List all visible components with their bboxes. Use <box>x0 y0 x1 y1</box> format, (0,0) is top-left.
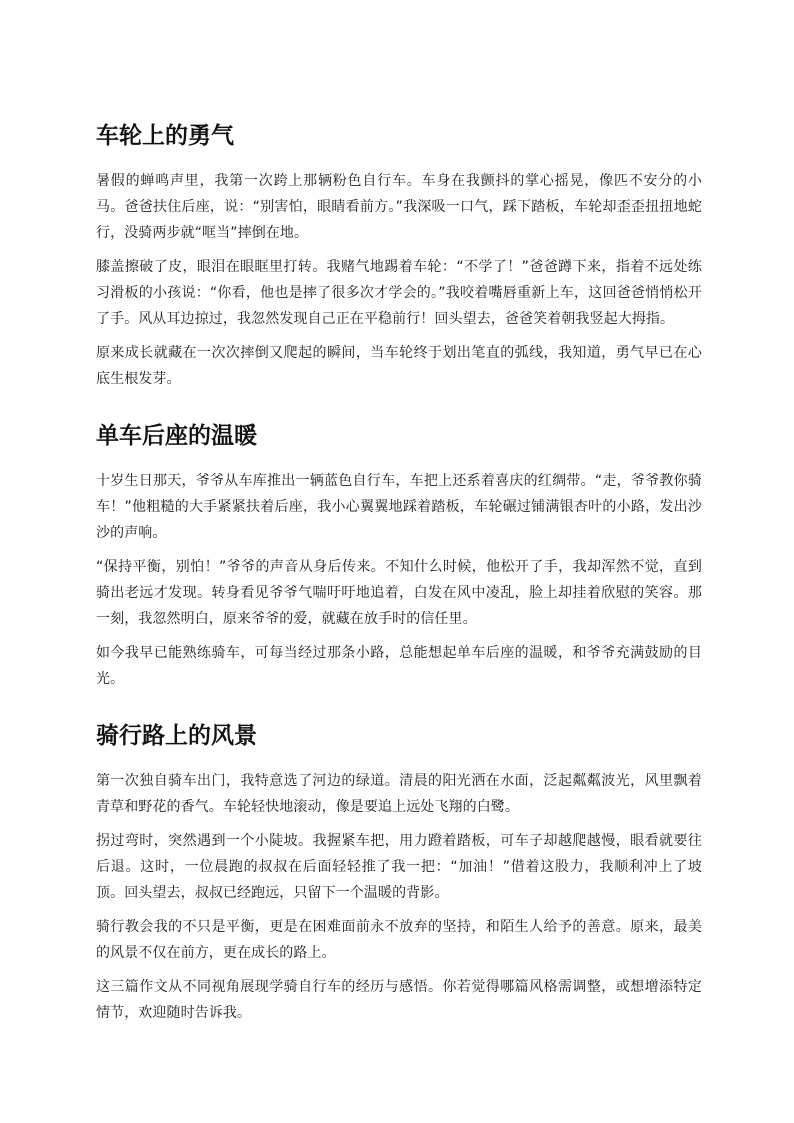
essay-paragraph: 骑行教会我的不只是平衡，更是在困难面前永不放弃的坚持，和陌生人给予的善意。原来，最美的风景不仅在前方，更在成长的路上。 <box>96 919 702 961</box>
essay-paragraph: “保持平衡，别怕！”爷爷的声音从身后传来。不知什么时候，他松开了手，我却浑然不觉，直到骑出老远才发现。转身看见爷爷气喘吁吁地追着，白发在风中凌乱，脸上却挂着欣慰的笑容。那一刻，我忽然明白，原来爷爷的爱，就藏在放手时的信任里。 <box>96 559 702 627</box>
essay-title: 车轮上的勇气 <box>96 123 234 149</box>
document-page <box>96 118 702 1034</box>
essay-paragraph: 如今我早已能熟练骑车，可每当经过那条小路，总能想起单车后座的温暖，和爷爷充满鼓励的目光。 <box>96 645 702 687</box>
essay-paragraph: 膝盖擦破了皮，眼泪在眼眶里打转。我赌气地踢着车轮：“不学了！”爸爸蹲下来，指着不远处练习滑板的小孩说：“你看，他也是摔了很多次才学会的。”我咬着嘴唇重新上车，这回爸爸悄悄松开了手。风从耳边掠过，我忽然发现自己正在平稳前行！回头望去，爸爸笑着朝我竖起大拇指。 <box>96 259 702 327</box>
essay-paragraph: 十岁生日那天，爷爷从车库推出一辆蓝色自行车，车把上还系着喜庆的红绸带。“走，爷爷教你骑车！”他粗糙的大手紧紧扶着后座，我小心翼翼地踩着踏板，车轮碾过铺满银杏叶的小路，发出沙沙的声响。 <box>96 473 702 541</box>
essay-3 <box>96 718 702 966</box>
essay-title: 骑行路上的风景 <box>96 723 257 749</box>
essay-2 <box>96 418 702 692</box>
essay-title: 单车后座的温暖 <box>96 423 257 449</box>
closing-note: 这三篇作文从不同视角展现学骑自行车的经历与感悟。你若觉得哪篇风格需调整，或想增添特定情节，欢迎随时告诉我。 <box>96 979 702 1021</box>
essay-paragraph: 暑假的蝉鸣声里，我第一次跨上那辆粉色自行车。车身在我颤抖的掌心摇晃，像匹不安分的小马。爸爸扶住后座，说：“别害怕，眼睛看前方。”我深吸一口气，踩下踏板，车轮却歪歪扭扭地蛇行，没骑两步就“哐当”摔倒在地。 <box>96 173 702 241</box>
essay-paragraph: 原来成长就藏在一次次摔倒又爬起的瞬间，当车轮终于划出笔直的弧线，我知道，勇气早已在心底生根发芽。 <box>96 345 702 387</box>
essay-paragraph: 拐过弯时，突然遇到一个小陡坡。我握紧车把，用力蹬着踏板，可车子却越爬越慢，眼看就要往后退。这时，一位晨跑的叔叔在后面轻轻推了我一把：“加油！”借着这股力，我顺利冲上了坡顶。回头望去，叔叔已经跑远，只留下一个温暖的背影。 <box>96 833 702 901</box>
essay-paragraph: 第一次独自骑车出门，我特意选了河边的绿道。清晨的阳光洒在水面，泛起粼粼波光，风里飘着青草和野花的香气。车轮轻快地滚动，像是要追上远处飞翔的白鹭。 <box>96 773 702 815</box>
essay-1 <box>96 118 702 392</box>
